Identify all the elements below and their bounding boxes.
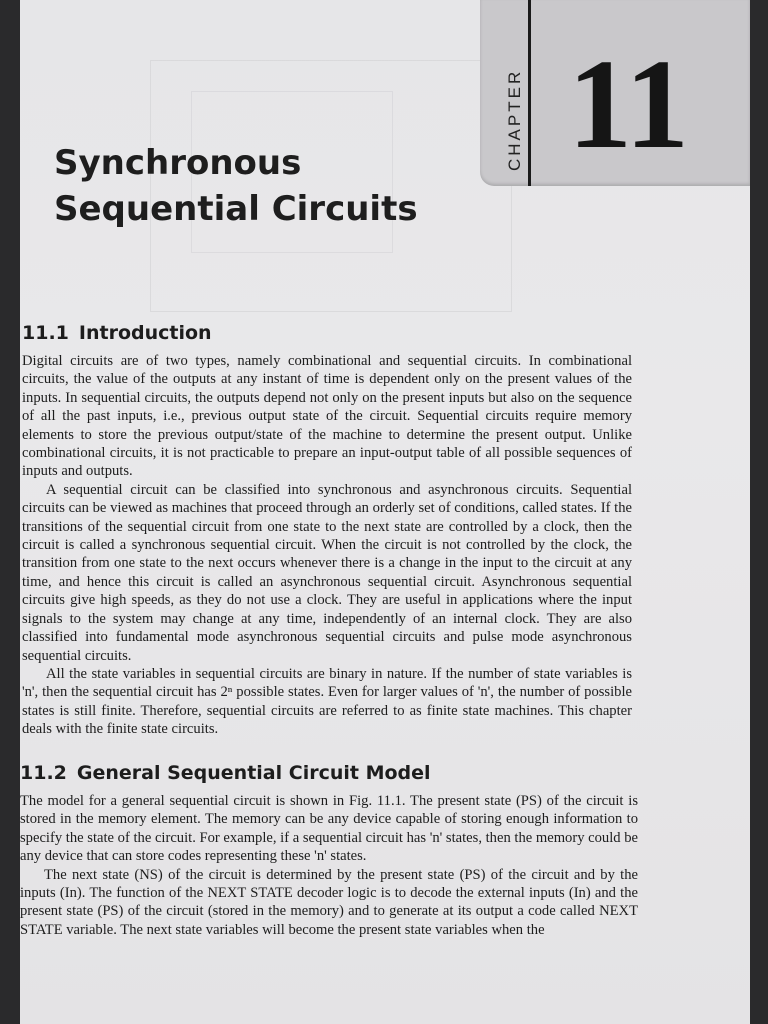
paragraph: All the state variables in sequential circuits are binary in nature. If the number of state variables is 'n', then the sequential circuit has 2ⁿ possible states. Even for larger values of 'n', the number of possible states is still finite. Therefore, sequential circuits are referred to as finite state machines. This chapter deals with the finite state circuits. bbox=[22, 665, 632, 738]
chapter-label: CHAPTER bbox=[505, 68, 524, 172]
section-heading bbox=[20, 762, 638, 784]
chapter-title-line-2: Sequential Circuits bbox=[54, 189, 418, 229]
section-number: 11.2 bbox=[20, 762, 67, 784]
section-title: Introduction bbox=[78, 322, 212, 344]
section-introduction bbox=[22, 322, 632, 739]
paragraph: The model for a general sequential circuit is shown in Fig. 11.1. The present state (PS) of the circuit is stored in the memory element. The memory can be any device capable of storing enough information to specify the state of the circuit. For example, if a sequential circuit has 'n' states, then the memory could be any device that can store codes representing these 'n' states. bbox=[20, 793, 638, 865]
paragraph: Digital circuits are of two types, namely combinational and sequential circuits. In combinational circuits, the value of the outputs at any instant of time is dependent only on the present values of the inputs. In sequential circuits, the outputs depend not only on the present inputs but also on the sequence of all the past inputs, i.e., previous output state of the circuit. Sequential circuits require memory elements to store the previous output/state of the machine to determine the present output. Unlike combinational circuits, it is not practicable to prepare an input-output table of all possible sequences of inputs and outputs. bbox=[22, 353, 632, 480]
chapter-title-line-1: Synchronous bbox=[54, 143, 302, 183]
chapter-divider bbox=[528, 0, 531, 186]
section-title: General Sequential Circuit Model bbox=[76, 762, 431, 784]
paragraph: The next state (NS) of the circuit is determined by the present state (PS) of the circuit and by the inputs (In). The function of the NEXT STATE decoder logic is to decode the external inputs (In) and the present state (PS) of the circuit (stored in the memory) and to generate at its output a code called NEXT STATE variable. The next state variables will become the present state variables when the bbox=[20, 866, 638, 938]
chapter-number: 11 bbox=[568, 33, 689, 175]
paragraph: A sequential circuit can be classified into synchronous and asynchronous circuits. Sequential circuits can be viewed as machines that proceed through an orderly set of conditions, called states. If the transitions of the sequential circuit from one state to the next state are controlled by a clock, then the circuit is called a synchronous sequential circuit. When the circuit is not controlled by the clock, the transition from one state to the next occurs whenever there is a change in the input to the circuit at any time, and hence this circuit is called an asynchronous sequential circuit. Asynchronous sequential circuits give high speeds, as they do not use a clock. They are useful in applications where the input signals to the system may change at any time, independently of an internal clock. They are also classified into fundamental mode asynchronous sequential circuits and pulse mode asynchronous sequential circuits. bbox=[22, 481, 632, 664]
chapter-title bbox=[54, 140, 418, 232]
section-heading bbox=[22, 322, 632, 344]
section-number: 11.1 bbox=[22, 322, 69, 344]
section-general-model bbox=[20, 762, 638, 939]
book-page bbox=[20, 0, 750, 1024]
